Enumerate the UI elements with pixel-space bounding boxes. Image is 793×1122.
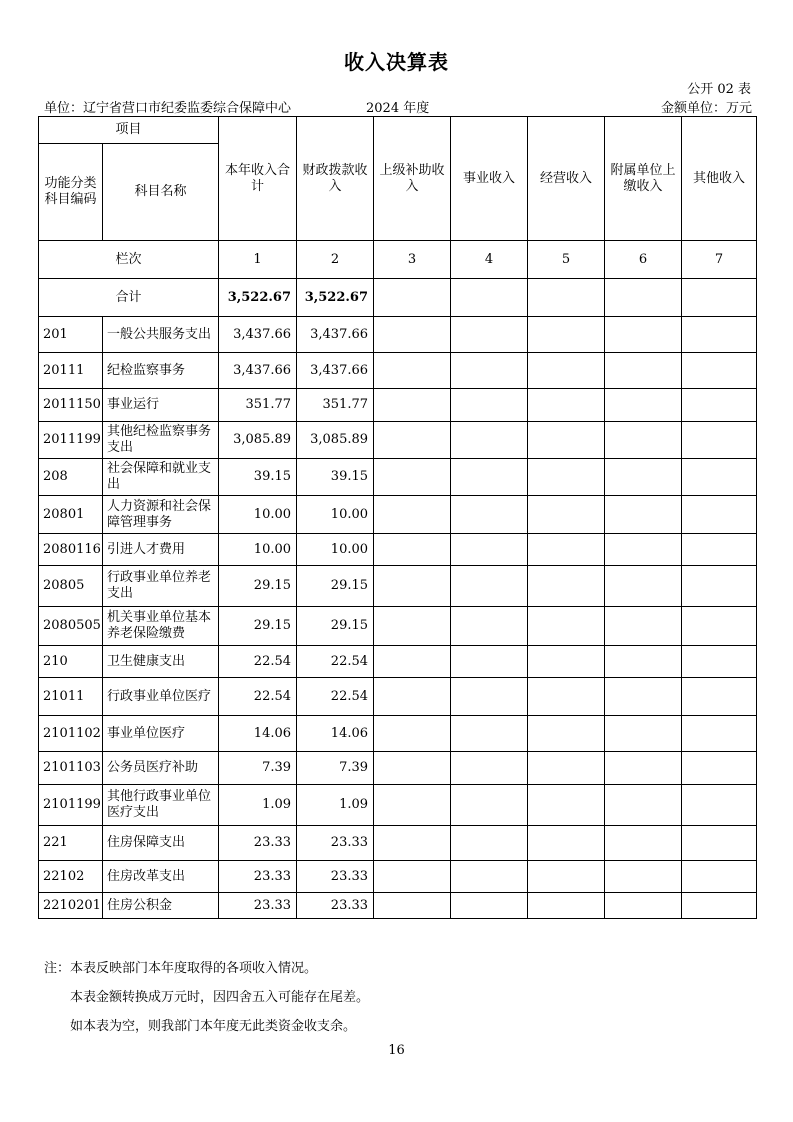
row-name: 事业单位医疗 <box>103 716 219 752</box>
row-name: 事业运行 <box>103 389 219 422</box>
row-value-1: 351.77 <box>219 389 297 422</box>
row-value-6 <box>605 607 682 646</box>
row-value-7 <box>682 678 757 716</box>
row-value-3 <box>374 785 451 826</box>
row-value-3 <box>374 893 451 919</box>
row-value-1: 7.39 <box>219 752 297 785</box>
table-row <box>39 496 757 534</box>
row-value-4 <box>451 534 528 566</box>
row-code: 2011199 <box>39 422 103 459</box>
row-value-3 <box>374 607 451 646</box>
table-row <box>39 785 757 826</box>
row-code: 2210201 <box>39 893 103 919</box>
table-row <box>39 826 757 861</box>
row-code: 20111 <box>39 353 103 389</box>
table-row <box>39 317 757 353</box>
row-name: 卫生健康支出 <box>103 646 219 678</box>
row-value-2: 22.54 <box>297 678 374 716</box>
row-value-1: 23.33 <box>219 893 297 919</box>
header-col-4: 事业收入 <box>451 117 528 241</box>
row-value-5 <box>528 752 605 785</box>
row-value-7 <box>682 459 757 496</box>
total-label: 合计 <box>39 279 219 317</box>
row-code: 20805 <box>39 566 103 607</box>
total-value-2: 3,522.67 <box>297 279 374 317</box>
table-row <box>39 607 757 646</box>
row-value-2: 23.33 <box>297 861 374 893</box>
row-code: 221 <box>39 826 103 861</box>
row-value-4 <box>451 566 528 607</box>
row-name: 行政事业单位养老支出 <box>103 566 219 607</box>
header-col-7: 其他收入 <box>682 117 757 241</box>
row-value-3 <box>374 422 451 459</box>
table-row <box>39 893 757 919</box>
row-value-1: 3,437.66 <box>219 317 297 353</box>
row-value-4 <box>451 459 528 496</box>
col-num-7: 7 <box>682 241 757 279</box>
row-name: 社会保障和就业支出 <box>103 459 219 496</box>
table-row <box>39 646 757 678</box>
row-name: 住房保障支出 <box>103 826 219 861</box>
row-value-1: 23.33 <box>219 861 297 893</box>
row-value-7 <box>682 566 757 607</box>
table-row <box>39 459 757 496</box>
row-value-6 <box>605 678 682 716</box>
row-value-1: 22.54 <box>219 678 297 716</box>
row-value-6 <box>605 826 682 861</box>
row-value-4 <box>451 861 528 893</box>
header-col-1: 本年收入合计 <box>219 117 297 241</box>
row-value-7 <box>682 646 757 678</box>
row-value-7 <box>682 785 757 826</box>
row-value-1: 29.15 <box>219 566 297 607</box>
row-value-4 <box>451 646 528 678</box>
row-value-2: 29.15 <box>297 607 374 646</box>
total-value-5 <box>528 279 605 317</box>
col-num-3: 3 <box>374 241 451 279</box>
header-name: 科目名称 <box>103 144 219 241</box>
row-value-2: 10.00 <box>297 496 374 534</box>
col-num-6: 6 <box>605 241 682 279</box>
row-value-5 <box>528 317 605 353</box>
header-code: 功能分类科目编码 <box>39 144 103 241</box>
row-name: 住房公积金 <box>103 893 219 919</box>
row-code: 20801 <box>39 496 103 534</box>
row-value-2: 10.00 <box>297 534 374 566</box>
note-1: 注：本表反映部门本年度取得的各项收入情况。 <box>44 961 318 976</box>
row-value-1: 1.09 <box>219 785 297 826</box>
row-name: 住房改革支出 <box>103 861 219 893</box>
row-value-1: 3,085.89 <box>219 422 297 459</box>
row-value-4 <box>451 678 528 716</box>
row-value-2: 3,437.66 <box>297 353 374 389</box>
row-value-7 <box>682 534 757 566</box>
form-number: 公开 02 表 <box>687 82 751 97</box>
total-value-3 <box>374 279 451 317</box>
table-row <box>39 752 757 785</box>
row-name: 公务员医疗补助 <box>103 752 219 785</box>
row-code: 2080505 <box>39 607 103 646</box>
row-value-4 <box>451 785 528 826</box>
row-value-7 <box>682 389 757 422</box>
row-value-5 <box>528 785 605 826</box>
total-value-1: 3,522.67 <box>219 279 297 317</box>
row-name: 机关事业单位基本养老保险缴费 <box>103 607 219 646</box>
row-value-7 <box>682 353 757 389</box>
row-name: 行政事业单位医疗 <box>103 678 219 716</box>
row-value-6 <box>605 861 682 893</box>
money-unit: 金额单位：万元 <box>660 101 752 116</box>
report-year: 2024 年度 <box>366 101 430 116</box>
col-num-2: 2 <box>297 241 374 279</box>
row-value-4 <box>451 893 528 919</box>
row-name: 纪检监察事务 <box>103 353 219 389</box>
header-col-5: 经营收入 <box>528 117 605 241</box>
lanci-label: 栏次 <box>39 241 219 279</box>
row-value-4 <box>451 716 528 752</box>
row-code: 2101199 <box>39 785 103 826</box>
row-name: 一般公共服务支出 <box>103 317 219 353</box>
report-title: 收入决算表 <box>344 50 449 74</box>
row-value-7 <box>682 496 757 534</box>
row-value-3 <box>374 317 451 353</box>
row-code: 22102 <box>39 861 103 893</box>
total-value-4 <box>451 279 528 317</box>
row-value-6 <box>605 646 682 678</box>
row-value-2: 23.33 <box>297 893 374 919</box>
row-code: 208 <box>39 459 103 496</box>
row-value-5 <box>528 566 605 607</box>
row-value-7 <box>682 422 757 459</box>
row-code: 201 <box>39 317 103 353</box>
row-value-2: 14.06 <box>297 716 374 752</box>
row-value-5 <box>528 646 605 678</box>
row-value-1: 3,437.66 <box>219 353 297 389</box>
row-value-4 <box>451 389 528 422</box>
row-value-7 <box>682 607 757 646</box>
col-num-5: 5 <box>528 241 605 279</box>
table-row <box>39 861 757 893</box>
row-value-7 <box>682 716 757 752</box>
table-row <box>39 678 757 716</box>
row-value-4 <box>451 422 528 459</box>
row-value-6 <box>605 752 682 785</box>
row-value-7 <box>682 826 757 861</box>
row-value-6 <box>605 566 682 607</box>
row-value-3 <box>374 826 451 861</box>
row-value-7 <box>682 893 757 919</box>
row-value-4 <box>451 317 528 353</box>
row-name: 引进人才费用 <box>103 534 219 566</box>
row-value-1: 22.54 <box>219 646 297 678</box>
row-code: 2101103 <box>39 752 103 785</box>
table-row <box>39 716 757 752</box>
row-value-4 <box>451 353 528 389</box>
row-value-2: 7.39 <box>297 752 374 785</box>
row-value-5 <box>528 496 605 534</box>
row-value-3 <box>374 353 451 389</box>
row-value-6 <box>605 459 682 496</box>
row-value-5 <box>528 716 605 752</box>
table-row <box>39 422 757 459</box>
row-value-2: 351.77 <box>297 389 374 422</box>
row-value-4 <box>451 607 528 646</box>
row-value-3 <box>374 534 451 566</box>
row-value-3 <box>374 496 451 534</box>
row-value-5 <box>528 422 605 459</box>
row-value-3 <box>374 678 451 716</box>
note-2: 本表金额转换成万元时，因四舍五入可能存在尾差。 <box>70 990 370 1005</box>
table-row <box>39 389 757 422</box>
row-value-7 <box>682 752 757 785</box>
row-value-3 <box>374 752 451 785</box>
col-num-4: 4 <box>451 241 528 279</box>
row-value-6 <box>605 534 682 566</box>
row-value-1: 10.00 <box>219 496 297 534</box>
row-value-2: 22.54 <box>297 646 374 678</box>
row-value-3 <box>374 716 451 752</box>
row-value-5 <box>528 534 605 566</box>
row-value-5 <box>528 607 605 646</box>
unit-label: 单位：辽宁省营口市纪委监委综合保障中心 <box>44 101 292 116</box>
row-value-6 <box>605 496 682 534</box>
row-value-1: 29.15 <box>219 607 297 646</box>
page-number: 16 <box>388 1043 405 1058</box>
row-code: 210 <box>39 646 103 678</box>
row-value-1: 14.06 <box>219 716 297 752</box>
header-col-3: 上级补助收入 <box>374 117 451 241</box>
header-item: 项目 <box>39 117 219 144</box>
row-value-6 <box>605 389 682 422</box>
row-value-4 <box>451 752 528 785</box>
total-value-6 <box>605 279 682 317</box>
row-value-2: 39.15 <box>297 459 374 496</box>
row-value-3 <box>374 646 451 678</box>
row-value-6 <box>605 785 682 826</box>
row-value-7 <box>682 317 757 353</box>
row-value-6 <box>605 716 682 752</box>
row-value-2: 3,437.66 <box>297 317 374 353</box>
table-row <box>39 566 757 607</box>
row-value-7 <box>682 861 757 893</box>
row-value-5 <box>528 826 605 861</box>
row-value-6 <box>605 893 682 919</box>
row-name: 人力资源和社会保障管理事务 <box>103 496 219 534</box>
table-row <box>39 534 757 566</box>
row-code: 21011 <box>39 678 103 716</box>
row-value-4 <box>451 826 528 861</box>
row-value-2: 3,085.89 <box>297 422 374 459</box>
row-value-2: 23.33 <box>297 826 374 861</box>
row-value-1: 23.33 <box>219 826 297 861</box>
col-num-1: 1 <box>219 241 297 279</box>
row-value-5 <box>528 861 605 893</box>
header-col-6: 附属单位上缴收入 <box>605 117 682 241</box>
row-value-1: 39.15 <box>219 459 297 496</box>
row-value-2: 1.09 <box>297 785 374 826</box>
row-value-4 <box>451 496 528 534</box>
total-value-7 <box>682 279 757 317</box>
row-value-6 <box>605 317 682 353</box>
row-value-5 <box>528 459 605 496</box>
table-row <box>39 353 757 389</box>
row-value-6 <box>605 422 682 459</box>
row-value-5 <box>528 678 605 716</box>
row-value-5 <box>528 893 605 919</box>
row-value-5 <box>528 353 605 389</box>
note-3: 如本表为空，则我部门本年度无此类资金收支余。 <box>70 1019 357 1034</box>
row-value-3 <box>374 389 451 422</box>
row-value-6 <box>605 353 682 389</box>
row-name: 其他纪检监察事务支出 <box>103 422 219 459</box>
income-table <box>38 116 757 919</box>
header-col-2: 财政拨款收入 <box>297 117 374 241</box>
row-value-5 <box>528 389 605 422</box>
row-value-3 <box>374 459 451 496</box>
row-code: 2011150 <box>39 389 103 422</box>
row-code: 2101102 <box>39 716 103 752</box>
row-value-2: 29.15 <box>297 566 374 607</box>
row-value-1: 10.00 <box>219 534 297 566</box>
row-value-3 <box>374 861 451 893</box>
row-value-3 <box>374 566 451 607</box>
row-code: 2080116 <box>39 534 103 566</box>
row-name: 其他行政事业单位医疗支出 <box>103 785 219 826</box>
